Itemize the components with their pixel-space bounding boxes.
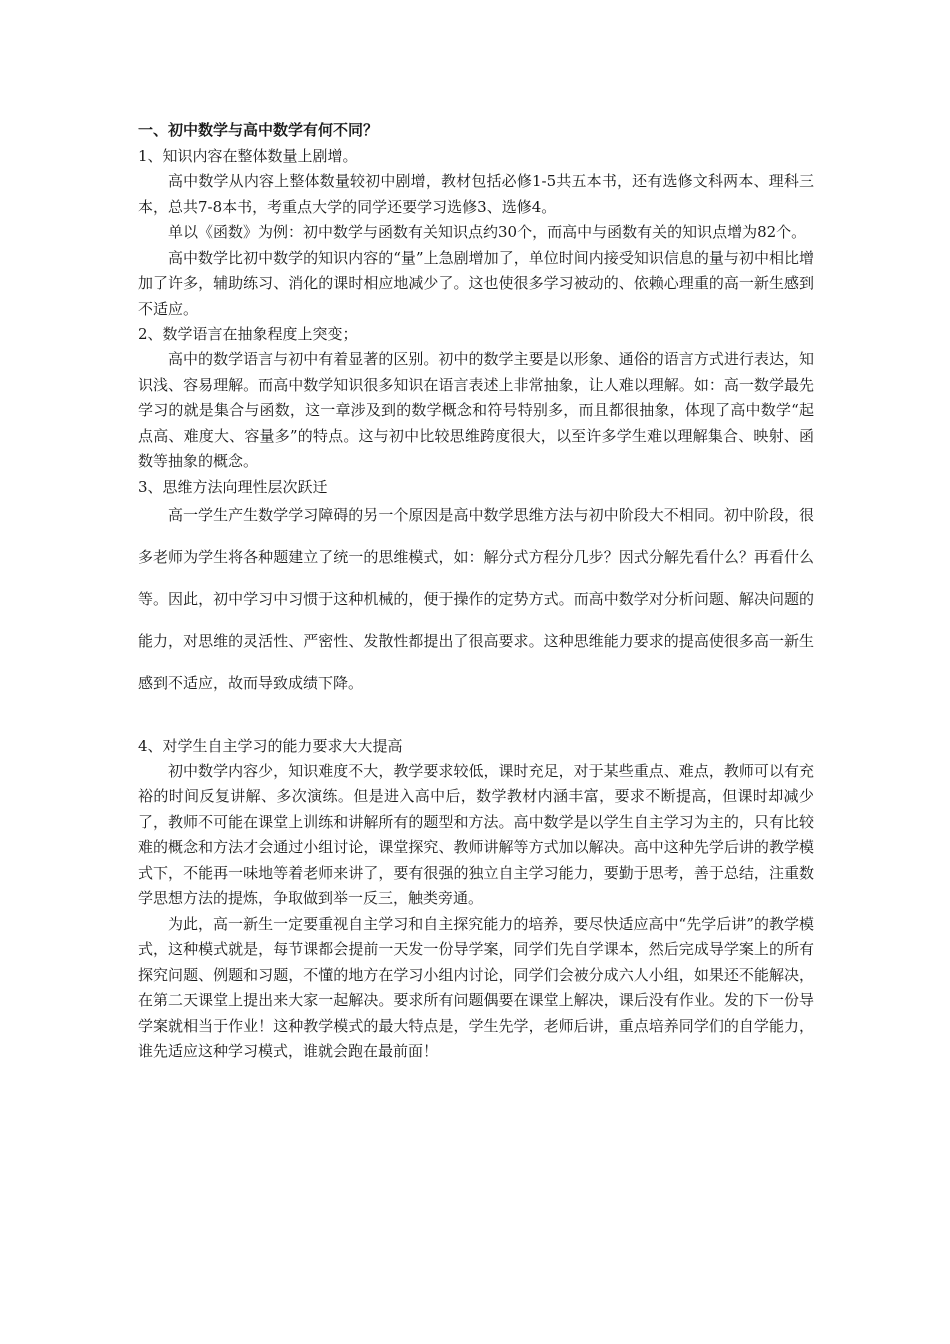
section-gap xyxy=(138,704,814,734)
section-4-paragraph: 初中数学内容少，知识难度不大，教学要求较低，课时充足，对于某些重点、难点，教师可以有充裕的时间反复讲解、多次演练。但是进入高中后，数学教材内涵丰富，要求不断提高，但课时却减少了，教师不可能在课堂上训练和讲解所有的题型和方法。高中数学是以学生自主学习为主的，只有比较难的概念和方法才会通过小组讨论，课堂探究、教师讲解等方式加以解决。高中这种先学后讲的教学模式下，不能再一味地等着老师来讲了，要有很强的独立自主学习能力，要勤于思考，善于总结，注重数学思想方法的提炼，争取做到举一反三，触类旁通。 xyxy=(138,761,814,907)
section-3-title: 3、思维方法向理性层次跃迁 xyxy=(138,477,328,496)
section-2-title: 2、数学语言在抽象程度上突变； xyxy=(138,325,358,343)
section-1-title: 1、知识内容在整体数量上剧增。 xyxy=(138,147,358,165)
section-1-paragraph: 高中数学从内容上整体数量较初中剧增，教材包括必修1-5共五本书，还有选修文科两本、理科三本，总共7-8本书，考重点大学的同学还要学习选修3、选修4。 xyxy=(138,172,814,216)
document-heading: 一、初中数学与高中数学有何不同？ xyxy=(138,121,379,139)
section-1-paragraph: 高中数学比初中数学的知识内容的“量”上急剧增加了，单位时间内接受知识信息的量与初中相比增加了许多，辅助练习、消化的课时相应地减少了。这也使很多学习被动的、依赖心理重的高一新生感到不适应。 xyxy=(138,248,814,318)
section-2-paragraph: 高中的数学语言与初中有着显著的区别。初中的数学主要是以形象、通俗的语言方式进行表达，知识浅、容易理解。而高中数学知识很多知识在语言表述上非常抽象，让人难以理解。如：高一数学最先学习的就是集合与函数，这一章涉及到的数学概念和符号特别多，而且都很抽象，体现了高中数学“起点高、难度大、容量多”的特点。这与初中比较思维跨度很大，以至许多学生难以理解集合、映射、函数等抽象的概念。 xyxy=(138,350,814,470)
section-3-paragraph: 高一学生产生数学学习障碍的另一个原因是高中数学思维方法与初中阶段大不相同。初中阶段，很多老师为学生将各种题建立了统一的思维模式，如：解分式方程分几步？因式分解先看什么？再看什么等。因此，初中学习中习惯于这种机械的，便于操作的定势方式。而高中数学对分析问题、解决问题的能力，对思维的灵活性、严密性、发散性都提出了很高要求。这种思维能力要求的提高使很多高一新生感到不适应，故而导致成绩下降。 xyxy=(138,505,814,692)
section-4-paragraph: 为此，高一新生一定要重视自主学习和自主探究能力的培养，要尽快适应高中“先学后讲”的教学模式，这种模式就是，每节课都会提前一天发一份导学案，同学们先自学课本，然后完成导学案上的所有探究问题、例题和习题，不懂的地方在学习小组内讨论，同学们会被分成六人小组，如果还不能解决，在第二天课堂上提出来大家一起解决。要求所有问题偶要在课堂上解决，课后没有作业。发的下一份导学案就相当于作业！这种教学模式的最大特点是，学生先学，老师后讲，重点培养同学们的自学能力，谁先适应这种学习模式，谁就会跑在最前面！ xyxy=(138,914,814,1060)
document-page xyxy=(138,118,814,1065)
section-1-paragraph: 单以《函数》为例：初中数学与函数有关知识点约30个，而高中与函数有关的知识点增为82个。 xyxy=(168,223,807,241)
section-4-title: 4、对学生自主学习的能力要求大大提高 xyxy=(138,736,403,755)
